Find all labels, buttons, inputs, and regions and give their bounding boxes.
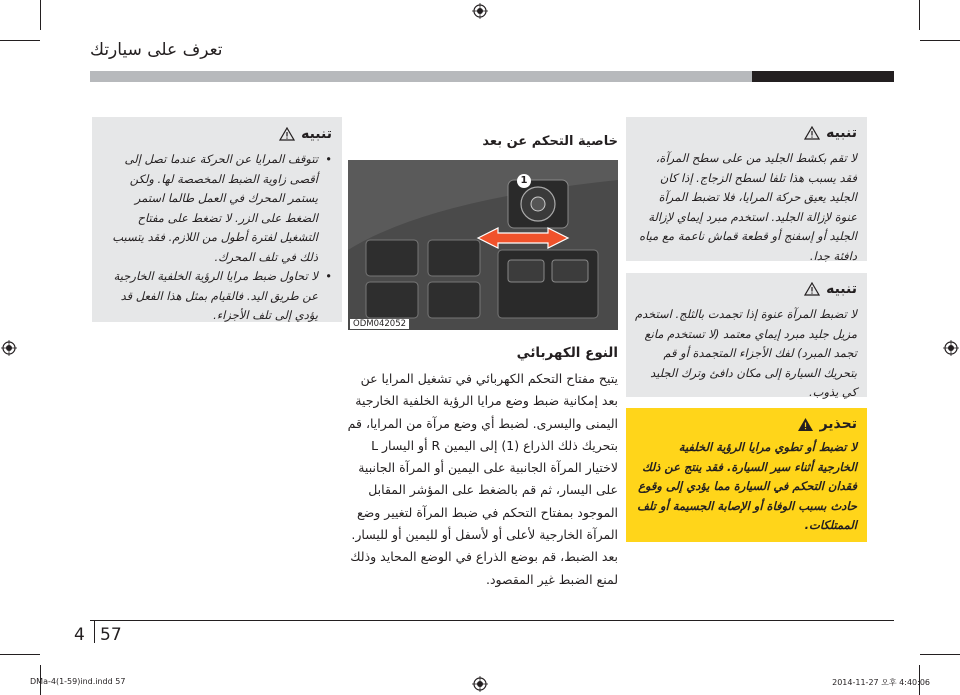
caution-triangle-icon [804, 282, 820, 296]
page-header-title: تعرف على سيارتك [90, 40, 223, 60]
caution-item: • تتوقف المرايا عن الحركة عندما تصل إلى أقصى زاوية الضبط المخصصة لها. ولكن يستمر المحرك في العمل طالما استمر الضغط على الزر. لا تضغط على مفتاح التشغيل لفترة أطول من اللازم. فقد يتسبب ذلك في تلف المحرك. [104, 150, 332, 267]
footer-divider [94, 621, 95, 643]
chapter-number: 4 [74, 625, 85, 645]
crop-mark [40, 0, 41, 30]
caution-text: لا تقم بكشط الجليد من على سطح المرآة، فقد يسبب هذا تلفا لسطح الزجاج. إذا كان الجليد يعيق حركة المرايا، فلا تضبط المرآة عنوة لإزالة الجليد. استخدم مبرد إيماي لإزالة الجليد أو إسفنج أو قطعة قماش ناعمة مع مياه دافئة جدا. [639, 151, 857, 263]
figure-caption: خاصية التحكم عن بعد [482, 134, 618, 149]
header-rule [90, 71, 894, 82]
warning-title [797, 416, 857, 432]
caution-label: تنبيه [826, 125, 857, 141]
page-number: 57 [100, 625, 122, 645]
registration-mark-icon [1, 340, 17, 356]
caution-panel-right-1 [626, 117, 867, 261]
warning-text: لا تضبط أو تطوي مرايا الرؤية الخلفية الخارجية أثناء سير السيارة. فقد ينتج عن ذلك فقدان التحكم في السيارة مما يؤدي إلى وقوع حادث بسبب الوفاة أو الإصابة الجسيمة أو تلف الممتلكات. [637, 440, 857, 532]
caution-text: لا تضبط المرآة عنوة إذا تجمدت بالثلج. استخدم مزيل جليد مبرد إيماي معتمد (لا تستخدم مانع تجمد المبرد) لفك الأجزاء المتجمدة أو قم بتحريك السيارة إلى مكان دافئ وترك الجليد كي يذوب. [634, 307, 857, 399]
registration-mark-icon [472, 3, 488, 19]
caution-title [804, 125, 857, 141]
mirror-switch-figure [348, 160, 618, 330]
caution-label: تنبيه [301, 126, 332, 142]
body-text: يتيح مفتاح التحكم الكهربائي في تشغيل المرايا عن بعد إمكانية ضبط وضع مرايا الرؤية الخلفية الخارجية اليمنى واليسرى. لضبط أي وضع مرآة من المرايا، قم بتحريك ذلك الذراع (1) إلى اليمين R أو اليسار L لاختيار المرآة الجانبية على اليمين أو المرآة الجانبية على اليسار، ثم قم بالضغط على المؤشر المقابل الموجود بمفتاح التحكم في ضبط المرآة لتغيير وضع المرآة الخارجية لأعلى أو لأسفل أو لليمين أو لليسار. بعد الضبط، قم بوضع الذراع في الوضع المحايد وذلك لمنع الضبط غير المقصود. [347, 371, 618, 587]
caution-panel-left [92, 117, 342, 322]
caution-panel-right-2 [626, 273, 867, 397]
crop-mark [920, 40, 960, 41]
date-slug: 2014-11-27 오후 4:40:06 [832, 678, 930, 687]
registration-mark-icon [472, 676, 488, 692]
crop-mark [920, 654, 960, 655]
caution-item: • لا تحاول ضبط مرايا الرؤية الخلفية الخارجية عن طريق اليد. فالقيام بمثل هذا الفعل قد يؤدي إلى تلف الأجزاء. [104, 267, 332, 326]
warning-panel [626, 408, 867, 542]
warning-label: تحذير [819, 416, 857, 432]
caution-label: تنبيه [826, 281, 857, 297]
caution-triangle-icon [279, 127, 295, 141]
caution-triangle-icon [804, 126, 820, 140]
figure-code: ODM042052 [350, 319, 409, 329]
warning-triangle-icon [797, 417, 814, 432]
crop-mark [919, 0, 920, 30]
registration-mark-icon [943, 340, 959, 356]
crop-mark [0, 40, 40, 41]
caution-title [804, 281, 857, 297]
footer-rule [90, 620, 894, 621]
door-switch-panel-image [348, 160, 618, 330]
callout-number: 1 [517, 174, 531, 188]
section-heading: النوع الكهربائي [516, 345, 618, 361]
file-slug: DMa-4(1-59)ind.indd 57 [30, 677, 126, 686]
caution-list [104, 150, 332, 326]
crop-mark [0, 654, 40, 655]
caution-title [279, 126, 332, 142]
